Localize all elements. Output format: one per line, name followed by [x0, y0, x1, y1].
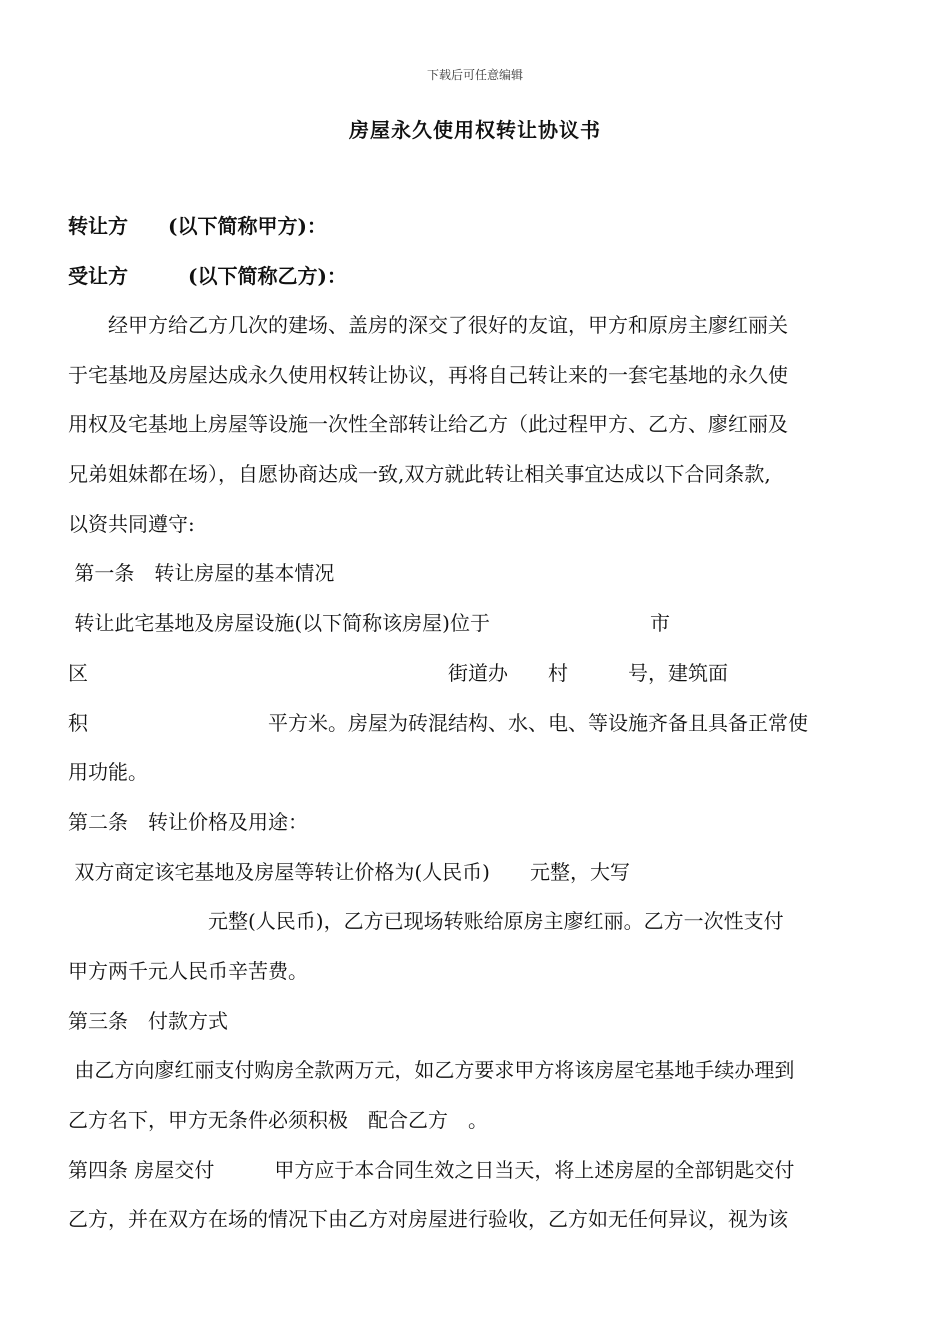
party-b-line: 受让方 (以下简称乙方)：: [68, 264, 347, 288]
body-line: 兄弟姐妹都在场），自愿协商达成一致,双方就此转让相关事宜达成以下合同条款,: [68, 462, 771, 486]
article-2-heading: 第二条 转让价格及用途：: [68, 810, 308, 834]
body-line: 经甲方给乙方几次的建场、盖房的深交了很好的友谊，甲方和原房主廖红丽关: [68, 313, 788, 337]
article-3-heading: 第三条 付款方式: [68, 1009, 228, 1033]
body-line: 由乙方向廖红丽支付购房全款两万元，如乙方要求甲方将该房屋宅基地手续办理到: [68, 1058, 795, 1082]
page-header: 下载后可任意编辑: [426, 68, 523, 82]
body-line: 用功能。: [68, 760, 148, 784]
article-4-heading: 第四条 房屋交付 甲方应于本合同生效之日当天，将上述房屋的全部钥匙交付: [68, 1158, 795, 1182]
body-line: 于宅基地及房屋达成永久使用权转让协议，再将自己转让来的一套宅基地的永久使: [68, 363, 788, 387]
body-line: 甲方两千元人民币辛苦费。: [68, 959, 308, 983]
body-line: 以资共同遵守:: [68, 512, 195, 536]
party-a-line: 转让方 (以下简称甲方)：: [68, 214, 327, 238]
body-line: 双方商定该宅基地及房屋等转让价格为(人民币) 元整，大写: [68, 860, 630, 884]
article-1-heading: 第一条 转让房屋的基本情况: [68, 561, 335, 585]
body-line: 乙方名下，甲方无条件必须积极 配合乙方 。: [68, 1108, 488, 1132]
body-line: 积 平方米。房屋为砖混结构、水、电、等设施齐备且具备正常使: [68, 711, 808, 735]
body-line: 区 街道办 村 号，建筑面: [68, 661, 728, 685]
body-line: 用权及宅基地上房屋等设施一次性全部转让给乙方（此过程甲方、乙方、廖红丽及: [68, 412, 788, 436]
body-line: 元整(人民币)，乙方已现场转账给原房主廖红丽。乙方一次性支付: [68, 909, 784, 933]
body-line: 转让此宅基地及房屋设施(以下简称该房屋)位于 市: [68, 611, 670, 635]
document-title: 房屋永久使用权转让协议书: [349, 118, 601, 142]
body-line: 乙方，并在双方在场的情况下由乙方对房屋进行验收，乙方如无任何异议，视为该: [68, 1207, 788, 1231]
